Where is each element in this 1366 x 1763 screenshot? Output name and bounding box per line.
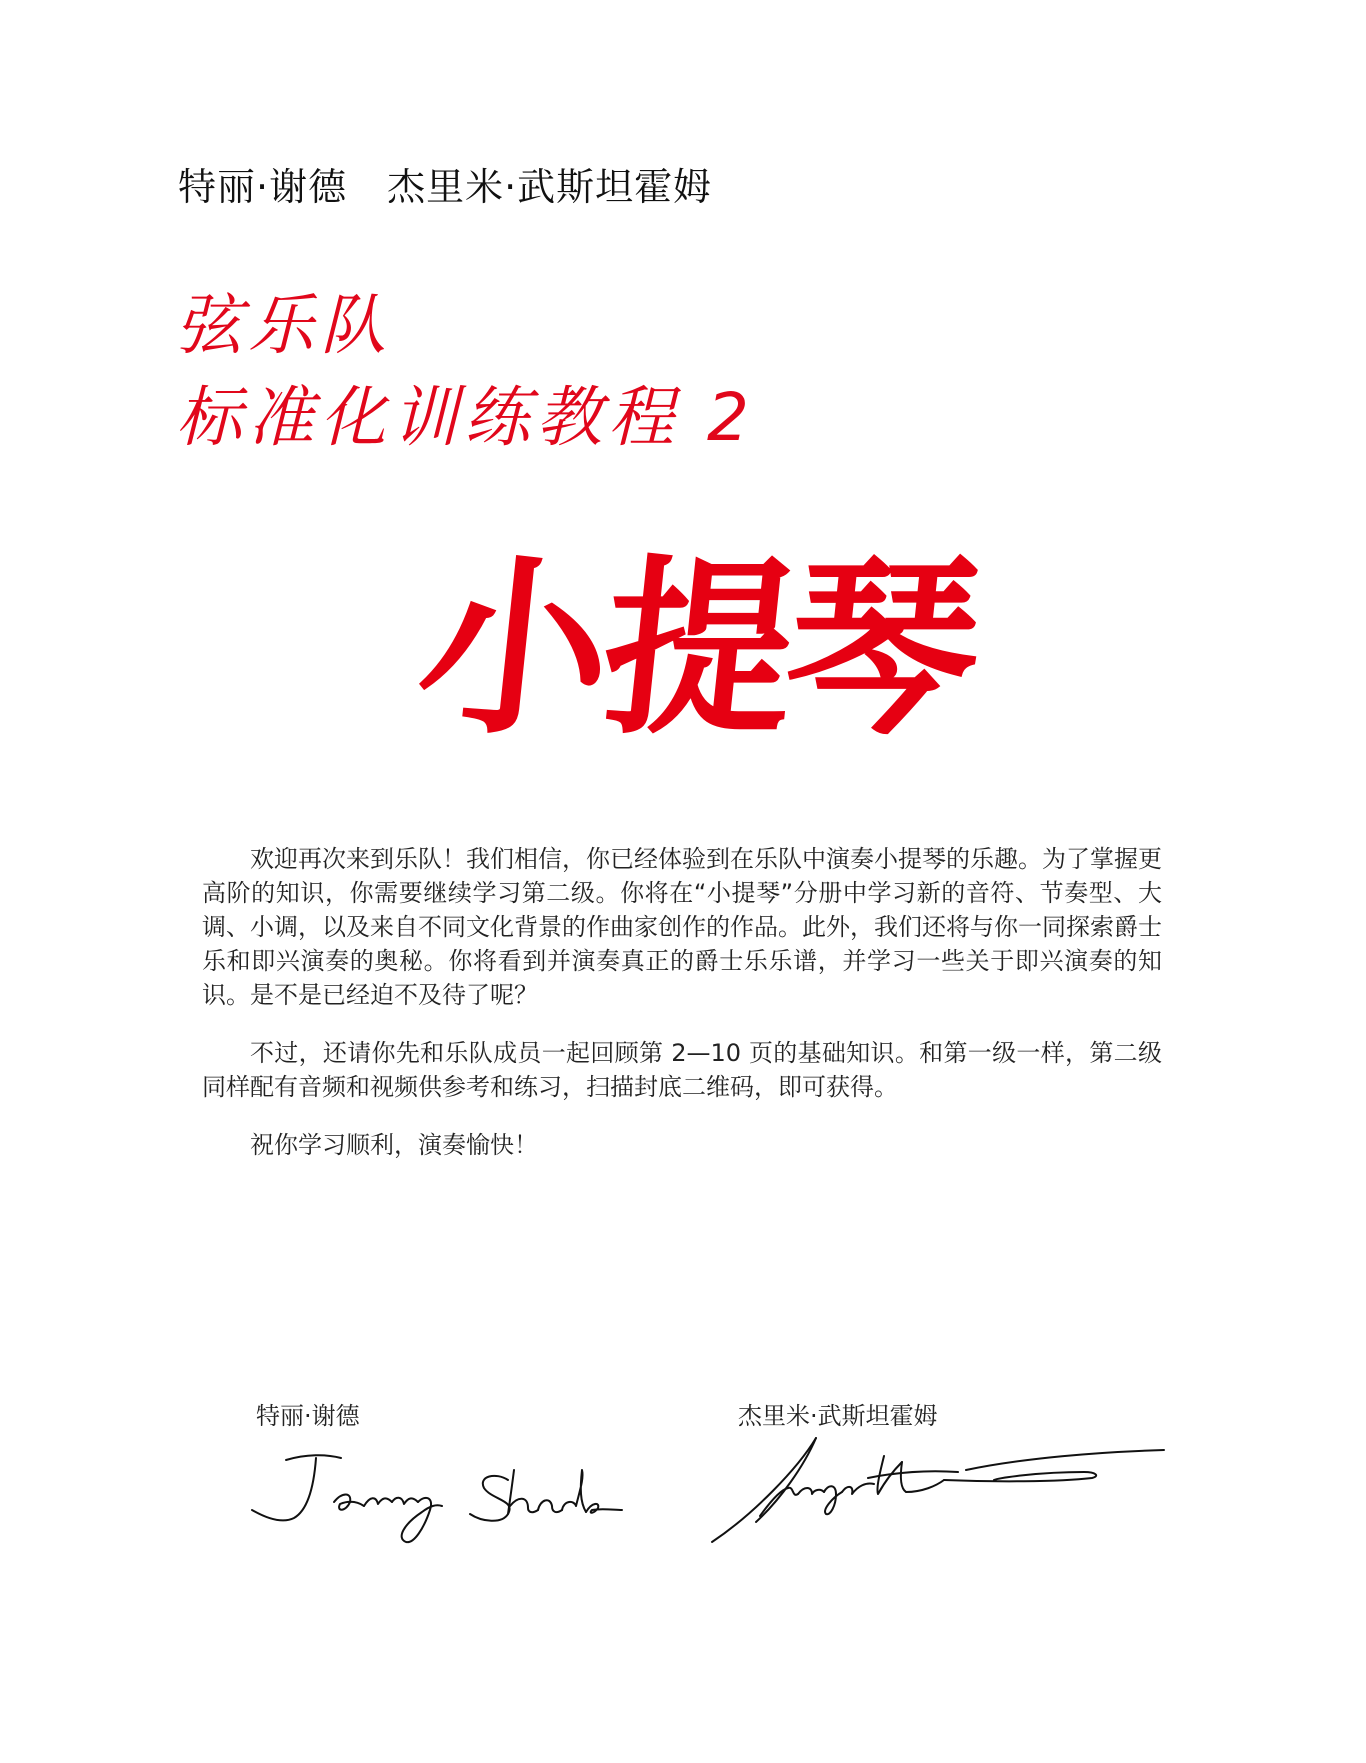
author-names xyxy=(178,156,712,211)
title-line-2: 标准化训练教程 2 xyxy=(176,379,755,456)
author-2: 杰里米·武斯坦霍姆 xyxy=(387,165,713,209)
signature-name-left: 特丽·谢德 xyxy=(256,1402,360,1430)
preface-paragraph-1: 欢迎再次来到乐队！我们相信，你已经体验到在乐队中演奏小提琴的乐趣。为了掌握更高阶的知识，你需要继续学习第二级。你将在“小提琴”分册中学习新的音符、节奏型、大调、小调，以及来自不同文化背景的作曲家创作的作品。此外，我们还将与你一同探索爵士乐和即兴演奏的奥秘。你将看到并演奏真正的爵士乐乐谱，并学习一些关于即兴演奏的知识。是不是已经迫不及待了呢？ xyxy=(202,845,1162,1009)
preface-text xyxy=(202,842,1162,1186)
book-title xyxy=(176,280,755,464)
signature-name-right: 杰里米·武斯坦霍姆 xyxy=(738,1402,938,1430)
violin-logo: 小提琴 xyxy=(408,539,984,760)
preface-paragraph-3: 祝你学习顺利，演奏愉快！ xyxy=(250,1131,538,1159)
signature-terry-shade xyxy=(246,1440,626,1560)
preface-paragraph-2: 不过，还请你先和乐队成员一起回顾第 2—10 页的基础知识。和第一级一样，第二级同样配有音频和视频供参考和练习，扫描封底二维码，即可获得。 xyxy=(202,1039,1162,1101)
author-1: 特丽·谢德 xyxy=(178,165,348,209)
title-line-1: 弦乐队 xyxy=(176,287,392,364)
signature-jeremy-woolstenhulme xyxy=(708,1432,1168,1552)
